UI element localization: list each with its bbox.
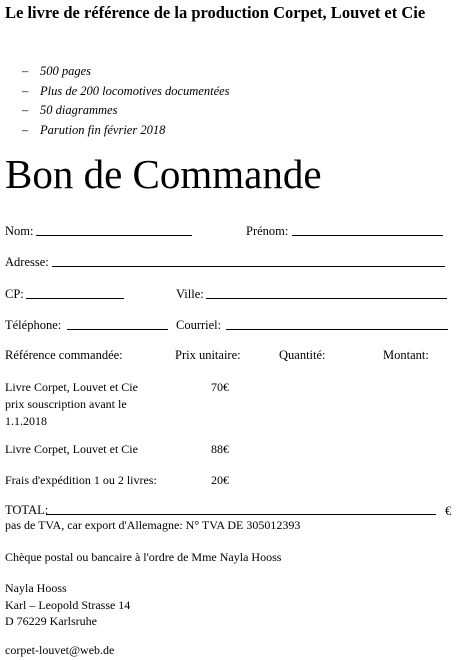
cp-label: CP: xyxy=(5,287,24,301)
address-name: Nayla Hooss xyxy=(5,581,67,595)
total-field[interactable] xyxy=(46,514,436,515)
tva-note: pas de TVA, car export d'Allemagne: N° TVA DE 305012393 xyxy=(5,518,301,532)
header-unit-price: Prix unitaire: xyxy=(175,348,241,362)
total-currency: € xyxy=(445,504,452,518)
address-street: Karl – Leopold Strasse 14 xyxy=(5,598,131,612)
row-ref-shipping: Frais d'expédition 1 ou 2 livres: xyxy=(5,473,157,487)
row-ref-book: Livre Corpet, Louvet et Cie xyxy=(5,442,138,456)
header-quantity: Quantité: xyxy=(279,348,326,362)
feature-item: – 50 diagrammes xyxy=(22,101,230,121)
feature-item: – 500 pages xyxy=(22,62,230,82)
prenom-label: Prénom: xyxy=(246,224,289,238)
contact-email: corpet-louvet@web.de xyxy=(5,643,115,657)
header-amount: Montant: xyxy=(383,348,429,362)
nom-field[interactable] xyxy=(36,235,192,236)
header-reference: Référence commandée: xyxy=(5,348,123,362)
row-ref-subscription: Livre Corpet, Louvet et Cie prix souscription avant le 1.1.2018 xyxy=(5,380,138,428)
prenom-field[interactable] xyxy=(292,235,443,236)
telephone-label: Téléphone: xyxy=(5,318,62,332)
order-form-heading: Bon de Commande xyxy=(5,151,322,197)
feature-item: – Plus de 200 locomotives documentées xyxy=(22,82,230,102)
ville-label: Ville: xyxy=(176,287,204,301)
cp-field[interactable] xyxy=(26,298,124,299)
total-label: TOTAL: xyxy=(5,503,49,517)
courriel-label: Courriel: xyxy=(176,318,222,332)
row-price-subscription: 70€ xyxy=(211,380,229,394)
courriel-field[interactable] xyxy=(226,329,448,330)
adresse-label: Adresse: xyxy=(5,255,49,269)
feature-item: – Parution fin février 2018 xyxy=(22,121,230,141)
nom-label: Nom: xyxy=(5,224,34,238)
feature-list xyxy=(22,62,230,140)
row-price-shipping: 20€ xyxy=(211,473,229,487)
ville-field[interactable] xyxy=(206,298,447,299)
telephone-field[interactable] xyxy=(67,329,168,330)
address-city: D 76229 Karlsruhe xyxy=(5,614,97,628)
payment-note: Chèque postal ou bancaire à l'ordre de Mme Nayla Hooss xyxy=(5,550,282,564)
row-price-book: 88€ xyxy=(211,442,229,456)
document-title: Le livre de référence de la production Corpet, Louvet et Cie xyxy=(5,3,426,22)
adresse-field[interactable] xyxy=(52,266,445,267)
